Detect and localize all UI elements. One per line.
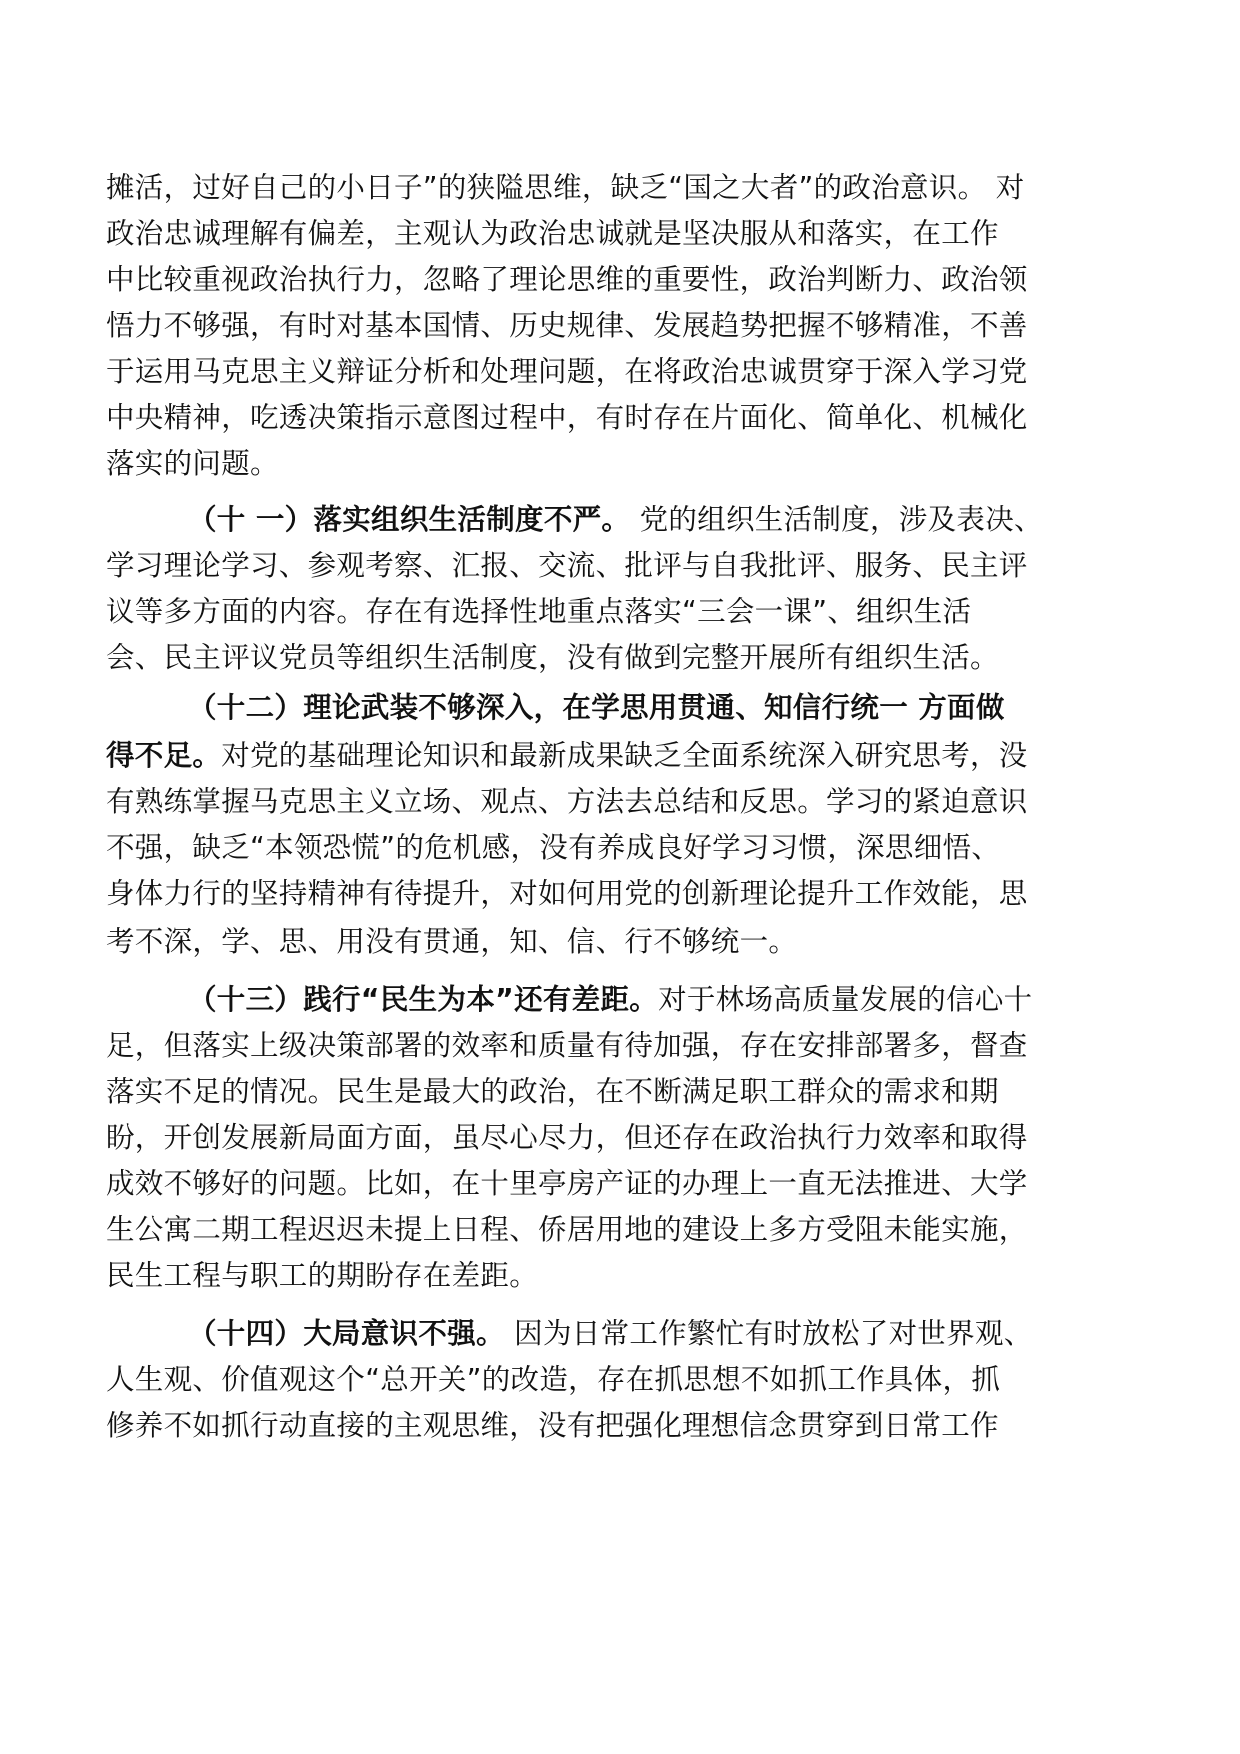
paragraph-line: 生公寓二期工程迟迟未提上日程、侨居用地的建设上多方受阻未能实施， bbox=[106, 1213, 1028, 1246]
paragraph-line: 盼，开创发展新局面方面，虽尽心尽力，但还存在政治执行力效率和取得 bbox=[106, 1121, 1028, 1154]
section-heading: （十 一）落实组织生活制度不严。 bbox=[188, 503, 631, 536]
paragraph-line: 议等多方面的内容。存在有选择性地重点落实“三会一课”、组织生活 bbox=[106, 595, 972, 628]
paragraph-line: 修养不如抓行动直接的主观思维，没有把强化理想信念贯穿到日常工作 bbox=[106, 1409, 999, 1442]
paragraph-line: 落实不足的情况。民生是最大的政治，在不断满足职工群众的需求和期 bbox=[106, 1075, 999, 1108]
paragraph-line: 考不深，学、思、用没有贯通，知、信、行不够统一。 bbox=[106, 925, 798, 958]
paragraph-line: 中比较重视政治执行力，忽略了理论思维的重要性，政治判断力、政治领 bbox=[106, 263, 1028, 296]
section-text: 对于林场高质量发展的信心十 bbox=[658, 983, 1033, 1016]
section-heading: （十三）践行“民生为本”还有差距。 bbox=[188, 983, 659, 1016]
paragraph-line: 学习理论学习、参观考察、汇报、交流、批评与自我批评、服务、民主评 bbox=[106, 549, 1028, 582]
section-heading: （十二）理论武装不够深入，在学思用贯通、知信行统一 方面做 bbox=[188, 691, 1005, 724]
paragraph-line: 民生工程与职工的期盼存在差距。 bbox=[106, 1259, 539, 1292]
paragraph-line: 中央精神，吃透决策指示意图过程中，有时存在片面化、简单化、机械化 bbox=[106, 401, 1028, 434]
paragraph-line: 人生观、价值观这个“总开关”的改造，存在抓思想不如抓工作具体，抓 bbox=[106, 1363, 1001, 1396]
paragraph-line: 成效不够好的问题。比如，在十里亭房产证的办理上一直无法推进、大学 bbox=[106, 1167, 1028, 1200]
paragraph-line: 落实的问题。 bbox=[106, 447, 279, 480]
paragraph-line: 会、民主评议党员等组织生活制度，没有做到完整开展所有组织生活。 bbox=[106, 641, 999, 674]
section-heading-end: 得不足。 bbox=[106, 739, 222, 772]
section-text: 对党的基础理论知识和最新成果缺乏全面系统深入研究思考，没 bbox=[221, 739, 1028, 772]
section-14-first-line bbox=[188, 1308, 1033, 1360]
paragraph-line: 有熟练掌握马克思主义立场、观点、方法去总结和反思。学习的紧迫意识 bbox=[106, 785, 1028, 818]
paragraph-line: 摊活，过好自己的小日子”的狭隘思维，缺乏“国之大者”的政治意识。 对 bbox=[106, 171, 1025, 204]
paragraph-line: 足，但落实上级决策部署的效率和质量有待加强，存在安排部署多，督查 bbox=[106, 1029, 1028, 1062]
paragraph-line: 悟力不够强，有时对基本国情、历史规律、发展趋势把握不够精准，不善 bbox=[106, 309, 1028, 342]
section-11-first-line bbox=[188, 494, 1043, 546]
section-12-second-line bbox=[106, 730, 1028, 782]
paragraph-line: 于运用马克思主义辩证分析和处理问题，在将政治忠诚贯穿于深入学习党 bbox=[106, 355, 1028, 388]
paragraph-line: 政治忠诚理解有偏差，主观认为政治忠诚就是坚决服从和落实，在工作 bbox=[106, 217, 999, 250]
section-text: 党的组织生活制度，涉及表决、 bbox=[630, 503, 1043, 536]
section-13-first-line bbox=[188, 974, 1032, 1026]
section-heading: （十四）大局意识不强。 bbox=[188, 1317, 505, 1350]
paragraph-line: 不强，缺乏“本领恐慌”的危机感，没有养成良好学习习惯，深思细悟、 bbox=[106, 831, 1001, 864]
section-text: 因为日常工作繁忙有时放松了对世界观、 bbox=[504, 1317, 1033, 1350]
paragraph-line: 身体力行的坚持精神有待提升，对如何用党的创新理论提升工作效能，思 bbox=[106, 877, 1028, 910]
